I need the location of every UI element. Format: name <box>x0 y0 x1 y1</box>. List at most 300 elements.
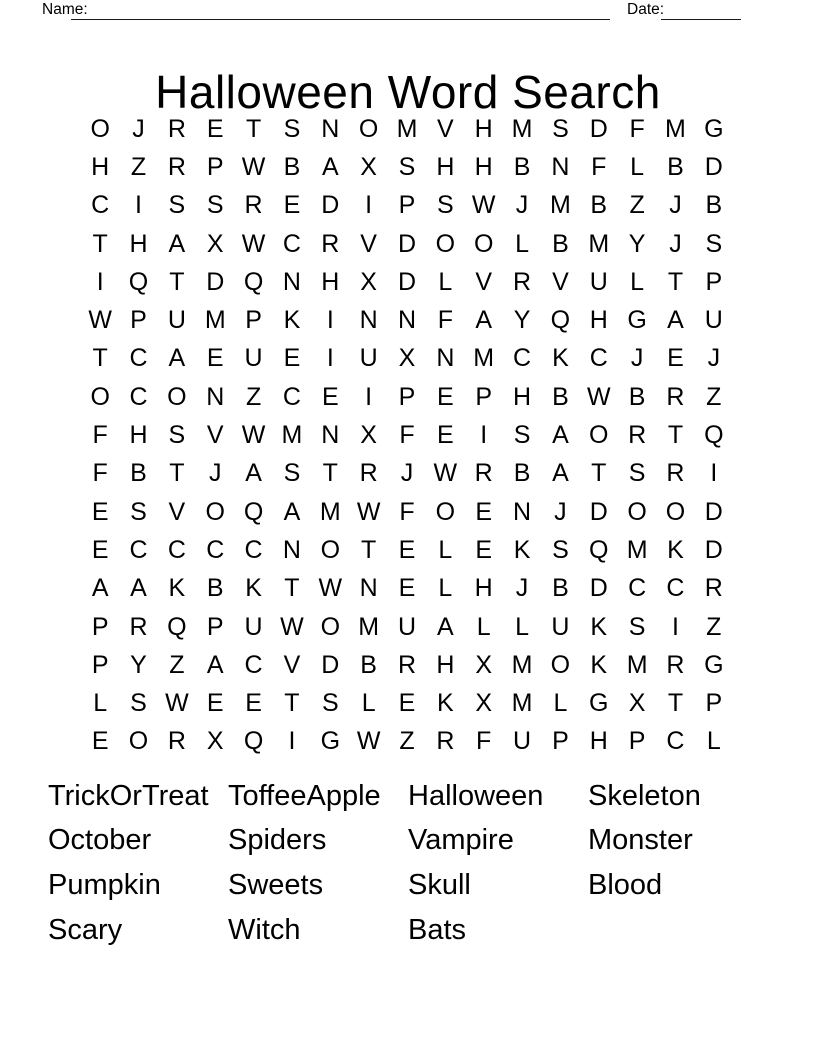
grid-cell-r8c13: B <box>552 382 569 411</box>
grid-cell-r14c15: S <box>628 612 646 641</box>
grid-cell-r4c5: W <box>241 229 266 258</box>
grid-cell-r4c11: O <box>473 229 494 258</box>
page-title: Halloween Word Search <box>155 65 661 118</box>
word-list-item: Blood <box>588 868 663 901</box>
grid-cell-r9c10: E <box>437 421 454 450</box>
grid-cell-r6c17: U <box>704 306 723 335</box>
grid-cell-r1c12: M <box>511 114 533 143</box>
grid-cell-r1c14: D <box>589 114 608 143</box>
grid-cell-r17c8: W <box>356 727 381 756</box>
grid-cell-r15c5: C <box>244 650 263 679</box>
grid-cell-r16c5: E <box>245 689 262 718</box>
grid-cell-r1c5: T <box>245 114 262 143</box>
grid-cell-r13c13: B <box>552 574 569 603</box>
grid-cell-r5c7: H <box>321 267 340 296</box>
grid-cell-r5c9: D <box>397 267 417 296</box>
grid-cell-r12c6: N <box>282 535 301 564</box>
grid-cell-r6c7: I <box>326 306 334 335</box>
grid-cell-r8c7: E <box>321 382 339 411</box>
grid-cell-r1c1: O <box>90 114 110 143</box>
grid-cell-r15c16: R <box>666 650 685 679</box>
grid-cell-r15c7: D <box>321 650 340 679</box>
grid-cell-r11c10: O <box>435 497 456 526</box>
grid-cell-r9c4: V <box>206 421 224 450</box>
grid-cell-r8c5: Z <box>245 382 262 411</box>
grid-cell-r6c9: N <box>397 306 417 335</box>
grid-cell-r17c1: E <box>91 727 109 756</box>
grid-cell-r2c16: B <box>667 152 684 181</box>
grid-cell-r17c16: C <box>666 727 685 756</box>
grid-cell-r13c3: K <box>168 574 186 603</box>
grid-cell-r12c17: D <box>704 535 723 564</box>
grid-cell-r10c15: S <box>628 459 646 488</box>
grid-cell-r10c13: A <box>552 459 569 488</box>
grid-cell-r8c1: O <box>90 382 110 411</box>
grid-cell-r11c15: O <box>627 497 647 526</box>
grid-cell-r2c9: S <box>398 152 416 181</box>
grid-cell-r1c17: G <box>704 114 724 143</box>
grid-cell-r9c14: O <box>589 421 609 450</box>
grid-cell-r4c15: Y <box>628 229 646 258</box>
grid-cell-r8c9: P <box>398 382 416 411</box>
grid-cell-r11c1: E <box>91 497 109 526</box>
word-list-item: October <box>48 824 152 857</box>
grid-cell-r2c14: F <box>591 152 607 181</box>
grid-cell-r8c6: C <box>282 382 301 411</box>
grid-cell-r12c8: T <box>361 535 377 564</box>
grid-cell-r3c17: B <box>705 191 723 220</box>
grid-cell-r15c1: P <box>91 650 109 679</box>
grid-cell-r5c11: V <box>475 267 493 296</box>
name-label: Name: <box>42 1 88 18</box>
grid-cell-r9c5: W <box>241 421 266 450</box>
grid-cell-r4c14: M <box>588 229 610 258</box>
grid-cell-r12c12: K <box>513 535 531 564</box>
word-list-column-1 <box>48 774 228 952</box>
word-list-item: Bats <box>408 913 467 946</box>
grid-cell-r17c12: U <box>513 727 532 756</box>
grid-cell-r5c14: U <box>589 267 608 296</box>
grid-cell-r16c6: T <box>284 689 300 718</box>
grid-cell-r7c11: M <box>473 344 495 373</box>
grid-cell-r8c16: R <box>666 382 685 411</box>
grid-cell-r10c11: R <box>474 459 493 488</box>
grid-cell-r17c13: P <box>552 727 569 756</box>
word-list-item: Pumpkin <box>48 868 161 901</box>
grid-cell-r8c2: C <box>129 382 148 411</box>
grid-cell-r13c5: K <box>245 574 262 603</box>
word-list-item: Sweets <box>228 868 324 901</box>
grid-cell-r7c4: E <box>206 344 224 373</box>
grid-cell-r1c11: H <box>474 114 493 143</box>
grid-cell-r2c6: B <box>283 152 301 181</box>
grid-cell-r6c15: G <box>627 306 647 335</box>
grid-cell-r7c5: U <box>244 344 263 373</box>
grid-cell-r5c12: R <box>513 267 532 296</box>
grid-cell-r4c12: L <box>515 229 529 258</box>
grid-cell-r6c1: W <box>88 306 112 335</box>
grid-cell-r5c5: Q <box>243 267 264 296</box>
grid-cell-r10c4: J <box>208 459 222 488</box>
grid-cell-r16c1: L <box>93 689 108 718</box>
grid-cell-r7c2: C <box>129 344 148 373</box>
grid-cell-r2c1: H <box>91 152 110 181</box>
grid-cell-r9c7: N <box>321 421 340 450</box>
grid-cell-r16c7: S <box>321 689 339 718</box>
grid-cell-r17c15: P <box>628 727 646 756</box>
grid-cell-r17c17: L <box>706 727 721 756</box>
grid-cell-r13c15: C <box>628 574 647 603</box>
grid-cell-r5c1: I <box>96 267 104 296</box>
grid-cell-r4c8: V <box>360 229 377 258</box>
grid-cell-r8c4: N <box>206 382 225 411</box>
grid-cell-r15c11: X <box>475 650 493 679</box>
grid-cell-r10c7: T <box>322 459 338 488</box>
grid-cell-r14c14: K <box>590 612 608 641</box>
grid-cell-r3c6: E <box>283 191 301 220</box>
grid-cell-r13c2: A <box>130 574 147 603</box>
grid-cell-r10c2: B <box>130 459 147 488</box>
grid-cell-r15c2: Y <box>130 650 147 679</box>
grid-cell-r8c11: P <box>475 382 493 411</box>
grid-cell-r5c15: L <box>630 267 645 296</box>
grid-cell-r10c5: A <box>245 459 262 488</box>
grid-cell-r7c17: J <box>707 344 721 373</box>
grid-cell-r11c14: D <box>589 497 608 526</box>
grid-cell-r17c14: H <box>589 727 608 756</box>
grid-cell-r16c2: S <box>130 689 147 718</box>
grid-cell-r2c8: X <box>360 152 377 181</box>
grid-cell-r3c12: J <box>515 191 529 220</box>
grid-cell-r9c12: S <box>513 421 531 450</box>
grid-cell-r15c4: A <box>206 650 224 679</box>
grid-cell-r13c1: A <box>91 574 109 603</box>
grid-cell-r7c15: J <box>630 344 644 373</box>
grid-cell-r3c4: S <box>206 191 224 220</box>
grid-cell-r12c3: C <box>167 535 186 564</box>
grid-cell-r12c16: K <box>667 535 684 564</box>
grid-cell-r14c3: Q <box>167 612 187 641</box>
grid-cell-r3c10: S <box>437 191 454 220</box>
grid-cell-r14c13: U <box>551 612 570 641</box>
grid-cell-r3c11: W <box>471 191 496 220</box>
grid-cell-r1c2: J <box>132 114 145 143</box>
grid-cell-r14c5: U <box>244 612 263 641</box>
date-fill-in-line <box>661 2 741 20</box>
grid-cell-r11c6: A <box>283 497 301 526</box>
grid-cell-r13c16: C <box>666 574 685 603</box>
grid-cell-r9c16: T <box>667 421 684 450</box>
grid-cell-r4c16: J <box>669 229 682 258</box>
grid-cell-r16c11: X <box>475 689 493 718</box>
grid-cell-r4c1: T <box>92 229 108 258</box>
grid-cell-r6c8: N <box>359 306 378 335</box>
grid-cell-r1c4: E <box>206 114 224 143</box>
grid-cell-r5c8: X <box>360 267 377 296</box>
grid-cell-r14c8: M <box>358 612 380 641</box>
grid-cell-r1c16: M <box>665 114 686 143</box>
word-list-column-3 <box>408 774 588 952</box>
grid-cell-r5c3: T <box>169 267 185 296</box>
grid-cell-r13c8: N <box>359 574 378 603</box>
grid-cell-r4c6: C <box>282 229 301 258</box>
grid-cell-r1c15: F <box>629 114 645 143</box>
grid-cell-r3c13: M <box>549 191 571 220</box>
grid-cell-r1c13: S <box>552 114 569 143</box>
grid-cell-r16c14: G <box>589 689 609 718</box>
grid-cell-r13c14: D <box>589 574 608 603</box>
grid-cell-r14c16: I <box>671 612 679 641</box>
grid-cell-r17c5: Q <box>243 727 264 756</box>
grid-cell-r6c4: M <box>204 306 226 335</box>
grid-cell-r12c9: E <box>398 535 416 564</box>
grid-cell-r3c16: J <box>669 191 682 220</box>
grid-cell-r10c9: J <box>400 459 414 488</box>
grid-cell-r2c4: P <box>206 152 224 181</box>
grid-cell-r12c7: O <box>320 535 341 564</box>
grid-cell-r4c2: H <box>129 229 148 258</box>
grid-cell-r6c16: A <box>667 306 684 335</box>
grid-cell-r16c8: L <box>361 689 376 718</box>
grid-cell-r4c3: A <box>168 229 186 258</box>
grid-cell-r2c5: W <box>241 152 266 181</box>
grid-cell-r12c15: M <box>626 535 648 564</box>
grid-cell-r1c9: M <box>396 114 418 143</box>
grid-cell-r15c14: K <box>590 650 608 679</box>
grid-cell-r11c2: S <box>130 497 147 526</box>
grid-cell-r16c16: T <box>667 689 684 718</box>
grid-cell-r4c17: S <box>705 229 723 258</box>
grid-cell-r11c3: V <box>168 497 186 526</box>
grid-cell-r14c11: L <box>476 612 491 641</box>
grid-cell-r11c13: J <box>554 497 567 526</box>
grid-cell-r6c10: F <box>437 306 453 335</box>
grid-cell-r15c13: O <box>550 650 571 679</box>
grid-cell-r9c13: A <box>552 421 569 450</box>
grid-cell-r7c14: C <box>589 344 608 373</box>
grid-cell-r10c10: W <box>433 459 458 488</box>
grid-cell-r5c6: N <box>282 267 301 296</box>
grid-cell-r16c10: K <box>437 689 454 718</box>
grid-cell-r17c11: F <box>476 727 492 756</box>
grid-cell-r1c3: R <box>167 114 186 143</box>
grid-cell-r6c11: A <box>475 306 493 335</box>
grid-cell-r5c10: L <box>438 267 453 296</box>
grid-cell-r12c14: Q <box>589 535 609 564</box>
grid-cell-r14c1: P <box>91 612 109 641</box>
grid-cell-r9c15: R <box>628 421 647 450</box>
grid-cell-r7c6: E <box>283 344 301 373</box>
grid-cell-r13c10: L <box>438 574 453 603</box>
grid-cell-r7c1: T <box>92 344 108 373</box>
grid-cell-r7c16: E <box>667 344 684 373</box>
grid-cell-r14c9: U <box>397 612 417 641</box>
grid-cell-r17c6: I <box>288 727 296 756</box>
grid-cell-r2c13: N <box>551 152 570 181</box>
grid-cell-r4c9: D <box>397 229 417 258</box>
grid-cell-r9c9: F <box>399 421 415 450</box>
grid-cell-r16c12: M <box>511 689 533 718</box>
grid-cell-r7c13: K <box>552 344 569 373</box>
grid-cell-r2c2: Z <box>130 152 147 181</box>
grid-cell-r10c6: S <box>283 459 301 488</box>
grid-cell-r16c9: E <box>398 689 416 718</box>
grid-cell-r17c2: O <box>128 727 149 756</box>
word-list-item: Vampire <box>408 824 514 857</box>
grid-cell-r6c5: P <box>245 306 262 335</box>
name-fill-in-line <box>71 2 610 20</box>
grid-cell-r6c14: H <box>589 306 608 335</box>
word-list-item: Halloween <box>408 779 544 812</box>
grid-cell-r8c8: I <box>365 382 373 411</box>
grid-cell-r13c11: H <box>474 574 493 603</box>
grid-cell-r17c9: Z <box>399 727 415 756</box>
grid-cell-r7c7: I <box>326 344 334 373</box>
grid-cell-r10c14: T <box>591 459 607 488</box>
grid-cell-r9c6: M <box>281 421 303 450</box>
grid-cell-r3c9: P <box>398 191 416 220</box>
word-list-item: Monster <box>588 824 693 857</box>
grid-cell-r3c14: B <box>590 191 608 220</box>
grid-cell-r5c16: T <box>667 267 684 296</box>
letter-grid <box>81 110 733 761</box>
grid-cell-r14c6: W <box>280 612 304 641</box>
grid-cell-r2c3: R <box>167 152 186 181</box>
grid-cell-r6c13: Q <box>550 306 571 335</box>
grid-cell-r17c7: G <box>320 727 341 756</box>
grid-cell-r12c2: C <box>129 535 148 564</box>
grid-cell-r9c1: F <box>92 421 108 450</box>
grid-cell-r8c15: B <box>628 382 646 411</box>
grid-cell-r14c7: O <box>320 612 341 641</box>
grid-cell-r8c14: W <box>586 382 611 411</box>
grid-cell-r3c8: I <box>365 191 373 220</box>
grid-cell-r17c3: R <box>167 727 186 756</box>
grid-cell-r6c12: Y <box>513 306 531 335</box>
grid-cell-r13c4: B <box>206 574 224 603</box>
word-list-item: Spiders <box>228 824 327 857</box>
grid-cell-r11c7: M <box>319 497 341 526</box>
grid-cell-r12c1: E <box>91 535 109 564</box>
grid-cell-r10c17: I <box>710 459 718 488</box>
grid-cell-r2c11: H <box>474 152 493 181</box>
grid-cell-r8c17: Z <box>706 382 722 411</box>
grid-cell-r15c8: B <box>360 650 377 679</box>
grid-cell-r7c3: A <box>168 344 186 373</box>
word-list-item: Scary <box>48 913 123 946</box>
grid-cell-r11c16: O <box>665 497 686 526</box>
grid-cell-r15c12: M <box>511 650 533 679</box>
grid-cell-r11c5: Q <box>243 497 264 526</box>
grid-cell-r15c10: H <box>436 650 455 679</box>
grid-cell-r9c11: I <box>480 421 488 450</box>
word-list-item: ToffeeApple <box>228 779 381 812</box>
grid-cell-r5c17: P <box>705 267 723 296</box>
grid-cell-r11c12: N <box>513 497 532 526</box>
grid-cell-r9c3: S <box>168 421 186 450</box>
grid-cell-r16c15: X <box>628 689 646 718</box>
grid-cell-r2c17: D <box>704 152 723 181</box>
grid-cell-r1c7: N <box>321 114 340 143</box>
grid-cell-r14c4: P <box>206 612 224 641</box>
grid-cell-r17c10: R <box>436 727 455 756</box>
grid-cell-r10c3: T <box>169 459 185 488</box>
grid-cell-r14c10: A <box>437 612 454 641</box>
grid-cell-r10c1: F <box>92 459 108 488</box>
grid-cell-r2c12: B <box>513 152 531 181</box>
grid-cell-r2c15: L <box>630 152 645 181</box>
grid-cell-r9c17: Q <box>704 421 724 450</box>
grid-cell-r4c10: O <box>435 229 456 258</box>
grid-cell-r4c13: B <box>552 229 569 258</box>
grid-cell-r7c9: X <box>398 344 416 373</box>
grid-cell-r12c13: S <box>552 535 569 564</box>
grid-cell-r16c13: L <box>553 689 568 718</box>
grid-cell-r12c10: L <box>438 535 453 564</box>
grid-cell-r3c1: C <box>91 191 110 220</box>
grid-cell-r3c5: R <box>244 191 263 220</box>
grid-cell-r14c12: L <box>515 612 529 641</box>
grid-cell-r17c4: X <box>206 727 224 756</box>
grid-cell-r9c2: H <box>129 421 148 450</box>
grid-cell-r7c10: N <box>436 344 455 373</box>
grid-cell-r15c15: M <box>626 650 648 679</box>
word-list-column-4 <box>588 774 768 952</box>
grid-cell-r15c6: V <box>283 650 301 679</box>
word-list-column-2 <box>228 774 408 952</box>
grid-cell-r16c3: W <box>165 689 189 718</box>
grid-cell-r11c8: W <box>356 497 381 526</box>
grid-cell-r15c3: Z <box>169 650 185 679</box>
grid-cell-r5c13: V <box>552 267 569 296</box>
word-list-item: Skeleton <box>588 779 701 812</box>
grid-cell-r11c17: D <box>704 497 723 526</box>
grid-cell-r12c5: C <box>244 535 263 564</box>
grid-cell-r12c11: E <box>475 535 493 564</box>
grid-cell-r13c7: W <box>318 574 343 603</box>
grid-cell-r8c10: E <box>437 382 454 411</box>
grid-cell-r4c4: X <box>206 229 224 258</box>
grid-cell-r5c4: D <box>206 267 225 296</box>
grid-cell-r3c7: D <box>321 191 340 220</box>
word-list <box>48 774 772 952</box>
grid-cell-r7c12: C <box>513 344 532 373</box>
grid-cell-r11c9: F <box>399 497 415 526</box>
word-list-item: Skull <box>408 868 471 901</box>
grid-cell-r8c3: O <box>167 382 187 411</box>
grid-cell-r1c10: V <box>437 114 454 143</box>
grid-cell-r16c4: E <box>206 689 224 718</box>
grid-cell-r1c6: S <box>283 114 301 143</box>
grid-cell-r13c17: R <box>704 574 723 603</box>
grid-cell-r15c9: R <box>397 650 417 679</box>
grid-cell-r11c4: O <box>205 497 225 526</box>
date-label: Date: <box>627 1 665 18</box>
grid-cell-r11c11: E <box>475 497 493 526</box>
grid-cell-r6c2: P <box>130 306 147 335</box>
grid-cell-r6c6: K <box>283 306 301 335</box>
grid-cell-r14c2: R <box>129 612 148 641</box>
grid-cell-r10c12: B <box>513 459 531 488</box>
grid-cell-r1c8: O <box>358 114 379 143</box>
grid-cell-r16c17: P <box>705 689 723 718</box>
grid-cell-r2c10: H <box>436 152 455 181</box>
grid-cell-r13c9: E <box>398 574 416 603</box>
grid-cell-r10c8: R <box>359 459 378 488</box>
grid-cell-r14c17: Z <box>706 612 722 641</box>
grid-cell-r7c8: U <box>359 344 378 373</box>
grid-cell-r6c3: U <box>167 306 186 335</box>
